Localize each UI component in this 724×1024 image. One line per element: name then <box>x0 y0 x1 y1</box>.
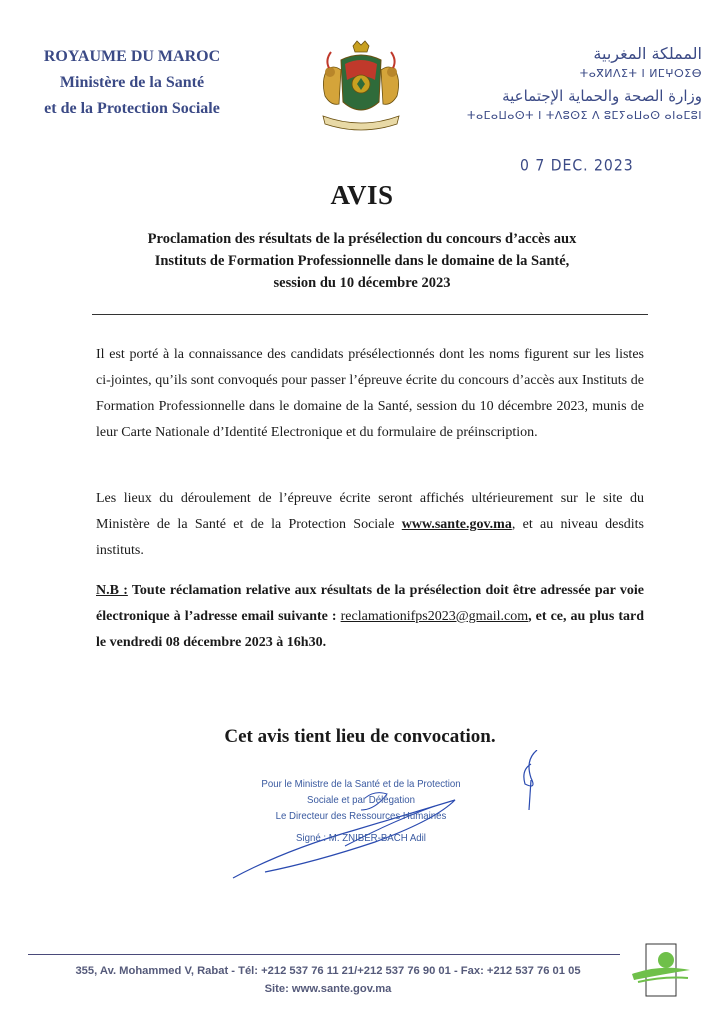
footer-site: Site: www.sante.gov.ma <box>264 983 392 995</box>
nb-text-after: , et ce, au plus tard le vendredi 08 décembre 2023 à 16h30. <box>96 609 644 650</box>
ministry-name-fr-2: et de la Protection Sociale <box>44 100 220 117</box>
date-stamp: 0 7 DEC. 2023 <box>520 156 634 176</box>
ministry-name-tifinagh: ⵜⴰⵎⴰⵡⴰⵙⵜ ⵏ ⵜⴷⵓⵙⵉ ⴷ ⵓⵎⵢⴰⵡⴰⵙ ⴰⵏⴰⵎⵓⵏ <box>467 109 702 122</box>
kingdom-name-ar: المملكة المغربية <box>593 44 702 63</box>
reclamation-email-link[interactable]: reclamationifps2023@gmail.com <box>340 609 529 624</box>
kingdom-name-tifinagh: ⵜⴰⴳⵍⴷⵉⵜ ⵏ ⵍⵎⵖⵔⵉⴱ <box>579 67 702 80</box>
paragraph-nb <box>96 578 644 656</box>
ministry-name-fr: Ministère de la Santé <box>59 74 205 91</box>
paragraph-convocation: Il est porté à la connaissance des candidats présélectionnés dont les noms figurent sur les listes ci-jointes, qu’ils sont convoqués pour passer l’épreuve écrite du concours d’accès aux Instituts de Formation Professionnelle dans le domaine de la Santé, session du 10 décembre 2023, munis de leur Carte Nationale d’Identité Electronique et du formulaire de préinscription. <box>96 347 644 440</box>
signature-block <box>246 776 476 846</box>
kingdom-name-fr: ROYAUME DU MAROC <box>43 48 221 65</box>
header-french <box>22 44 242 122</box>
subtitle-line-3: session du 10 décembre 2023 <box>273 275 451 291</box>
title-divider <box>92 314 648 315</box>
ministry-site-link[interactable]: www.sante.gov.ma <box>401 517 512 532</box>
subtitle-line-2: Instituts de Formation Professionnelle dans le domaine de la Santé, <box>154 253 570 269</box>
p2-text-before: Les lieux du déroulement de l’épreuve écrite seront affichés ultérieurement sur le site du Ministère de la Santé et de la Protection Sociale <box>96 491 644 532</box>
footer-divider <box>28 954 620 955</box>
ministry-name-ar: وزارة الصحة والحماية الإجتماعية <box>502 87 702 105</box>
footer <box>22 962 634 998</box>
footer-address: 355, Av. Mohammed V, Rabat - Tél: +212 537 76 11 21/+212 537 76 90 01 - Fax: +212 537 76 01 05 <box>75 965 581 977</box>
subtitle-line-1: Proclamation des résultats de la présélection du concours d’accès aux <box>147 231 577 247</box>
paragraph-locations <box>96 486 644 564</box>
nb-text: Toute réclamation relative aux résultats de la présélection doit être adressée par voie électronique à l’adresse email suivante : <box>96 583 644 624</box>
ministry-logo-icon <box>630 940 692 1000</box>
signature-line-4: Signé : M. ZNIBER-BACH Adil <box>296 832 426 844</box>
p2-text-after: , et au niveau desdits instituts. <box>96 517 644 558</box>
document-subtitle <box>110 228 614 294</box>
signature-line-2: Sociale et par Délégation <box>307 794 415 806</box>
convocation-statement: Cet avis tient lieu de convocation. <box>224 726 496 747</box>
nb-label: N.B : <box>96 583 128 598</box>
coat-of-arms-emblem <box>313 40 409 132</box>
signature-line-1: Pour le Ministre de la Santé et de la Protection <box>261 778 461 790</box>
document-title: AVIS <box>330 180 394 210</box>
signature-line-3: Le Directeur des Ressources Humaines <box>275 810 447 822</box>
header-arabic <box>442 44 702 126</box>
